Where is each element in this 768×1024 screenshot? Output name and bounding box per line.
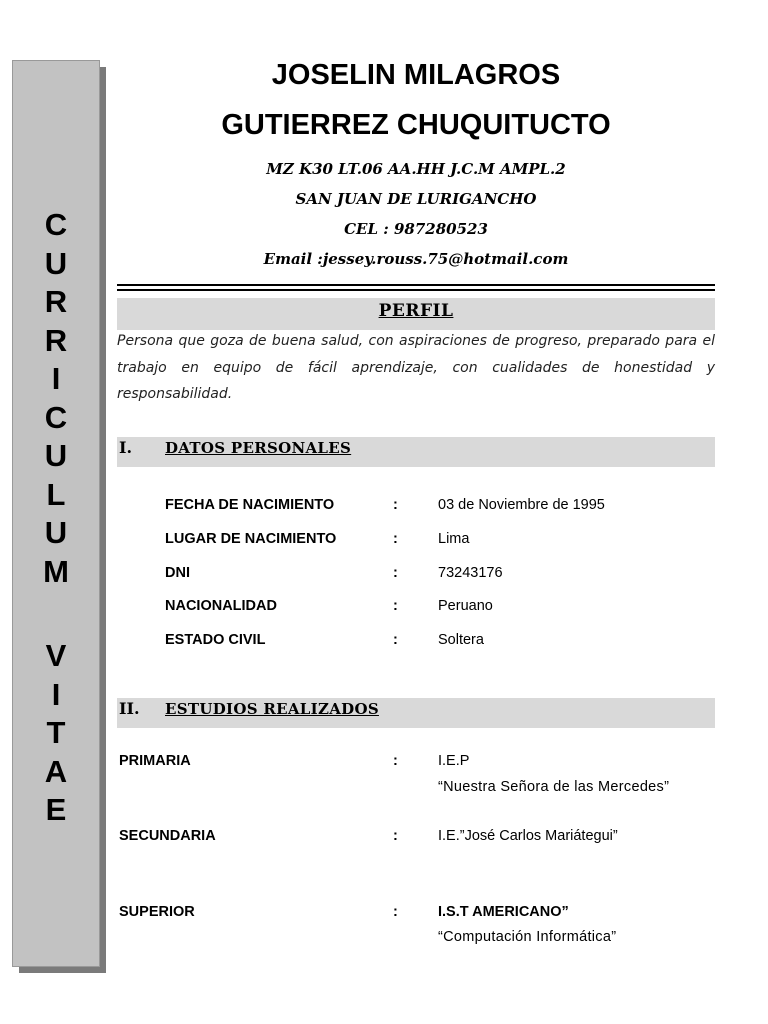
dni-value: 73243176 [438, 565, 503, 581]
sidebar-curriculum-vitae [12, 60, 100, 967]
address-line-2: SAN JUAN DE LURIGANCHO [295, 190, 537, 208]
section-number: I. [119, 438, 133, 457]
sidebar-letter: M [43, 553, 69, 589]
sidebar-letter: U [44, 438, 68, 473]
row-colon: : [393, 531, 398, 547]
sidebar-letter: R [44, 284, 68, 319]
estudios-bar [117, 698, 715, 728]
sidebar-letter: I [51, 676, 61, 712]
row-colon: : [393, 565, 398, 581]
dni-label: DNI [165, 565, 190, 581]
datos-personales-bar [117, 437, 715, 467]
primaria-school: “Nuestra Señora de las Mercedes” [438, 779, 670, 795]
sidebar-letter: R [44, 322, 68, 358]
sidebar-letter: A [44, 753, 68, 789]
email: Email :jessey.rouss.75@hotmail.com [263, 250, 569, 268]
sidebar-letter: V [45, 638, 67, 673]
row-colon: : [393, 632, 398, 648]
fecha-nacimiento-label: FECHA DE NACIMIENTO [165, 497, 335, 513]
nacionalidad-label: NACIONALIDAD [165, 598, 277, 614]
perfil-text: Persona que goza de buena salud, con aspiraciones de progreso, preparado para el trabajo en equipo de fácil aprendizaje, con cualidades de honestidad y responsabilidad. [117, 333, 715, 402]
name-line-1: JOSELIN MILAGROS [271, 59, 561, 91]
phone: CEL : 987280523 [344, 220, 488, 238]
estado-civil-label: ESTADO CIVIL [165, 632, 266, 648]
row-colon: : [393, 497, 398, 513]
sidebar-letter: E [45, 792, 67, 827]
row-colon: : [393, 598, 398, 614]
perfil-bar [117, 298, 715, 330]
section-number: II. [119, 699, 140, 718]
sidebar-letter: I [51, 361, 61, 396]
name-line-2: GUTIERREZ CHUQUITUCTO [221, 109, 611, 141]
row-colon: : [393, 904, 398, 920]
section-title: ESTUDIOS REALIZADOS [165, 700, 379, 718]
header-rule-top [117, 284, 715, 286]
sidebar-letter: U [44, 245, 68, 281]
sidebar-letter: L [46, 476, 66, 512]
secundaria-label: SECUNDARIA [119, 828, 216, 844]
secundaria-value: I.E.”José Carlos Mariátegui” [438, 828, 618, 844]
superior-label: SUPERIOR [119, 904, 195, 920]
primaria-label: PRIMARIA [119, 753, 191, 769]
perfil-title: PERFIL [378, 301, 454, 321]
lugar-nacimiento-label: LUGAR DE NACIMIENTO [165, 531, 337, 547]
sidebar-letters [13, 206, 99, 830]
primaria-value: I.E.P [438, 753, 470, 769]
sidebar-letter: T [46, 715, 66, 750]
row-colon: : [393, 828, 398, 844]
fecha-nacimiento-value: 03 de Noviembre de 1995 [438, 497, 605, 513]
row-colon: : [393, 753, 398, 769]
sidebar-letter: U [44, 515, 68, 550]
section-title: DATOS PERSONALES [165, 439, 352, 457]
nacionalidad-value: Peruano [438, 598, 493, 614]
sidebar-letter: C [44, 399, 68, 435]
superior-career: “Computación Informática” [438, 929, 617, 945]
estado-civil-value: Soltera [438, 632, 484, 648]
superior-value: I.S.T AMERICANO” [438, 904, 569, 920]
lugar-nacimiento-value: Lima [438, 531, 470, 547]
address-line-1: MZ K30 LT.06 AA.HH J.C.M AMPL.2 [266, 160, 566, 178]
header-rule-bottom [117, 289, 715, 291]
sidebar-letter: C [44, 207, 68, 242]
